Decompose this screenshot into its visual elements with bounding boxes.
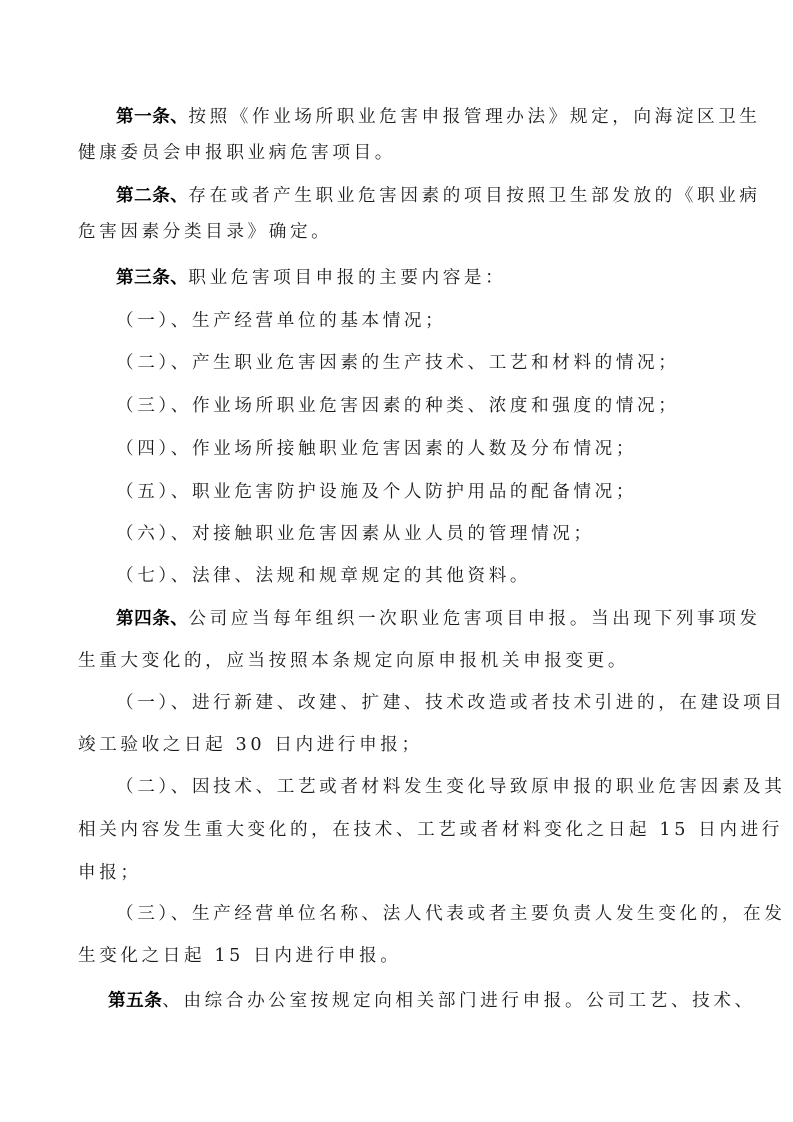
article-4-sub-3-line-1: （三）、生产经营单位名称、法人代表或者主要负责人发生变化的，在发 — [116, 904, 786, 924]
article-4-heading: 第四条、 — [116, 608, 189, 629]
article-4-sub-3-line-2: 生变化之日起 15 日内进行申报。 — [78, 946, 402, 966]
article-3-line-1 — [116, 263, 506, 293]
article-5-line-1 — [108, 986, 756, 1016]
article-3-item-2: （二）、产生职业危害因素的生产技术、工艺和材料的情况； — [116, 353, 680, 373]
article-2-line-1 — [116, 181, 761, 211]
article-1-heading: 第一条、 — [116, 106, 189, 127]
article-4-line-1 — [116, 604, 761, 634]
article-3-item-5: （五）、职业危害防护设施及个人防护用品的配备情况； — [116, 482, 638, 502]
article-4-sub-1-line-2: 竣工验收之日起 30 日内进行申报； — [78, 735, 423, 755]
article-4-sub-1-line-1: （一）、进行新建、改建、扩建、技术改造或者技术引进的，在建设项目 — [116, 693, 786, 713]
article-4-text-1: 公司应当每年组织一次职业危害项目申报。当出现下列事项发 — [188, 609, 761, 629]
article-3-item-4: （四）、作业场所接触职业危害因素的人数及分布情况； — [116, 439, 638, 459]
article-3-item-1: （一）、生产经营单位的基本情况； — [116, 311, 447, 331]
article-2-heading: 第二条、 — [116, 185, 189, 206]
article-5-heading: 第五条 — [108, 990, 163, 1011]
article-3-item-6: （六）、对接触职业危害因素从业人员的管理情况； — [116, 524, 595, 544]
article-3-heading: 第三条、 — [116, 267, 189, 288]
article-1-line-1 — [116, 102, 761, 132]
article-3-text-1: 职业危害项目申报的主要内容是： — [188, 268, 507, 288]
article-4-line-2: 生重大变化的，应当按照本条规定向原申报机关申报变更。 — [78, 651, 630, 671]
article-2-text-1: 存在或者产生职业危害因素的项目按照卫生部发放的《职业病 — [188, 186, 761, 206]
article-4-sub-2-line-3: 申报； — [78, 863, 142, 883]
article-1-line-2: 健康委员会申报职业病危害项目。 — [78, 143, 396, 163]
article-4-sub-2-line-2: 相关内容发生重大变化的，在技术、工艺或者材料变化之日起 15 日内进行 — [78, 820, 783, 840]
article-2-line-2: 危害因素分类目录》确定。 — [78, 222, 333, 242]
article-1-text-1: 按照《作业场所职业危害申报管理办法》规定，向海淀区卫生 — [188, 107, 761, 127]
article-5-text-1: 、由综合办公室按规定向相关部门进行申报。公司工艺、技术、 — [162, 991, 756, 1011]
article-4-sub-2-line-1: （二）、因技术、工艺或者材料发生变化导致原申报的职业危害因素及其 — [116, 777, 786, 797]
article-3-item-3: （三）、作业场所职业危害因素的种类、浓度和强度的情况； — [116, 396, 680, 416]
article-3-item-7: （七）、法律、法规和规章规定的其他资料。 — [116, 566, 532, 586]
